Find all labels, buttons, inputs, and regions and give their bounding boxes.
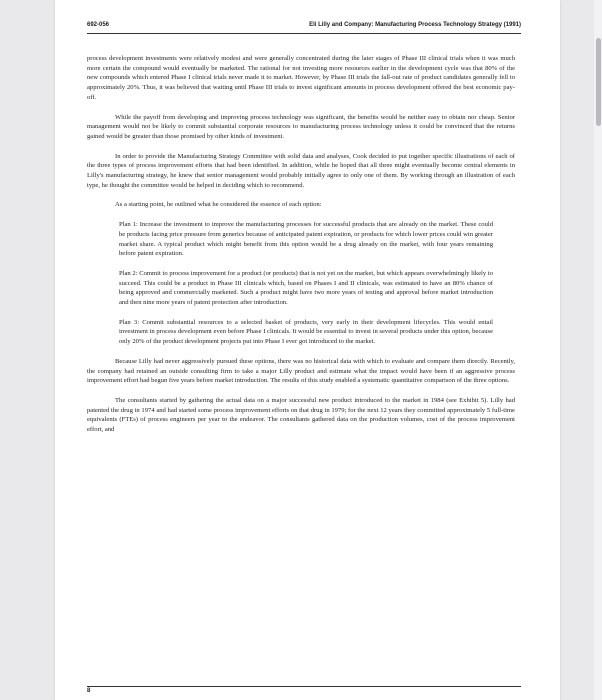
plan-2-paragraph: Plan 2: Commit to process improvement for a product (or products) that is not yet on the market, but which appears overwhelmingly likely to succeed. This could be a product in Phase III clinicals which, based on Phases I and II clinicals, was estimated to have an 80% chance of being approved and commercially marketed. Such a product might have two more years of testing and approval before market introduction and then nine more years of patent protection after introduction.: [119, 269, 493, 307]
scrollbar-track[interactable]: [594, 0, 602, 700]
doc-title: Eli Lilly and Company: Manufacturing Process Technology Strategy (1991): [309, 22, 521, 28]
paragraph: process development investments were relatively modest and were generally concentrated during the later stages of Phase III clinical trials when it was much more certain the compound would eventually be marketed. The rational for not investing more resources earlier in the development cycle was that 80% of the new compounds which entered Phase I clinical trials never made it to market. However, by Phase III trials the fall-out rate of product candidates generally fell to approximately 20%. Thus, it was believed that waiting until Phase III trials to invest significant amounts in process development offered the best economic pay-off.: [87, 55, 515, 101]
plan-3-paragraph: Plan 3: Commit substantial resources to a selected basket of products, very early in their development lifecycles. This would entail investment in process development even before Phase I clinicals. It would be essential to invest in several products under this option, because only 20% of the product development projects put into Phase I ever got introduced to the market.: [119, 318, 493, 346]
footer-divider: [87, 686, 521, 687]
page-number: 8: [87, 688, 91, 694]
paragraph: Because Lilly had never aggressively pursued these options, there was no historical data with which to evaluate and compare them directly. Recently, the company had retained an outside consulting firm to take a major Lilly product and estimate what the impact would have been if an aggressive process improvement effort had begun five years before market introduction. The results of this study enabled a systematic quantitative comparison of the three options.: [87, 357, 515, 385]
header-divider: [87, 33, 521, 34]
body-text: [87, 54, 515, 445]
doc-number: 692-056: [87, 22, 110, 28]
plan-1-paragraph: Plan 1: Increase the investment to improve the manufacturing processes for successful products that are already on the market. These could be products facing price pressure from generics because of anticipated patent expiration, or products for which lower prices could win greater market share. A typical product which might benefit from this option would be a drug already on the market, with four years remaining before patent expiration.: [119, 221, 493, 258]
page-header: [87, 22, 521, 28]
paragraph: The consultants started by gathering the actual data on a major successful new product introduced to the market in 1984 (see Exhibit 5). Lilly had patented the drug in 1974 and had started some process improvement efforts on that drug in 1979; for the next 12 years they committed approximately 5 full-time equivalents (FTEs) of process engineers per year to the endeavor. The consultants gathered data on the production volumes, cost of the process improvement effort, and: [87, 396, 515, 434]
document-page: [55, 0, 560, 700]
scrollbar-thumb[interactable]: [596, 38, 601, 126]
paragraph: While the payoff from developing and improving process technology was significant, the benefits would be neither easy to obtain nor cheap. Senior management would not be likely to commit substantial corporate resources to manufacturing process technology unless it could be convinced that the returns gained would be greater than those promised by other kinds of investment.: [87, 113, 515, 140]
paragraph: In order to provide the Manufacturing Strategy Committee with solid data and analyses, Cook decided to put together specific illustrations of each of the three types of process improvement efforts that had been identified. In addition, while he hoped that all three might eventually become central elements in Lilly's manufacturing strategy, he knew that senior management would probably initially agree to only one of them. By working through an illustration of each type, he thought the committee would be helped in deciding which to recommend.: [87, 152, 515, 189]
paragraph: As a starting point, he outlined what he considered the essence of each option:: [115, 201, 322, 209]
